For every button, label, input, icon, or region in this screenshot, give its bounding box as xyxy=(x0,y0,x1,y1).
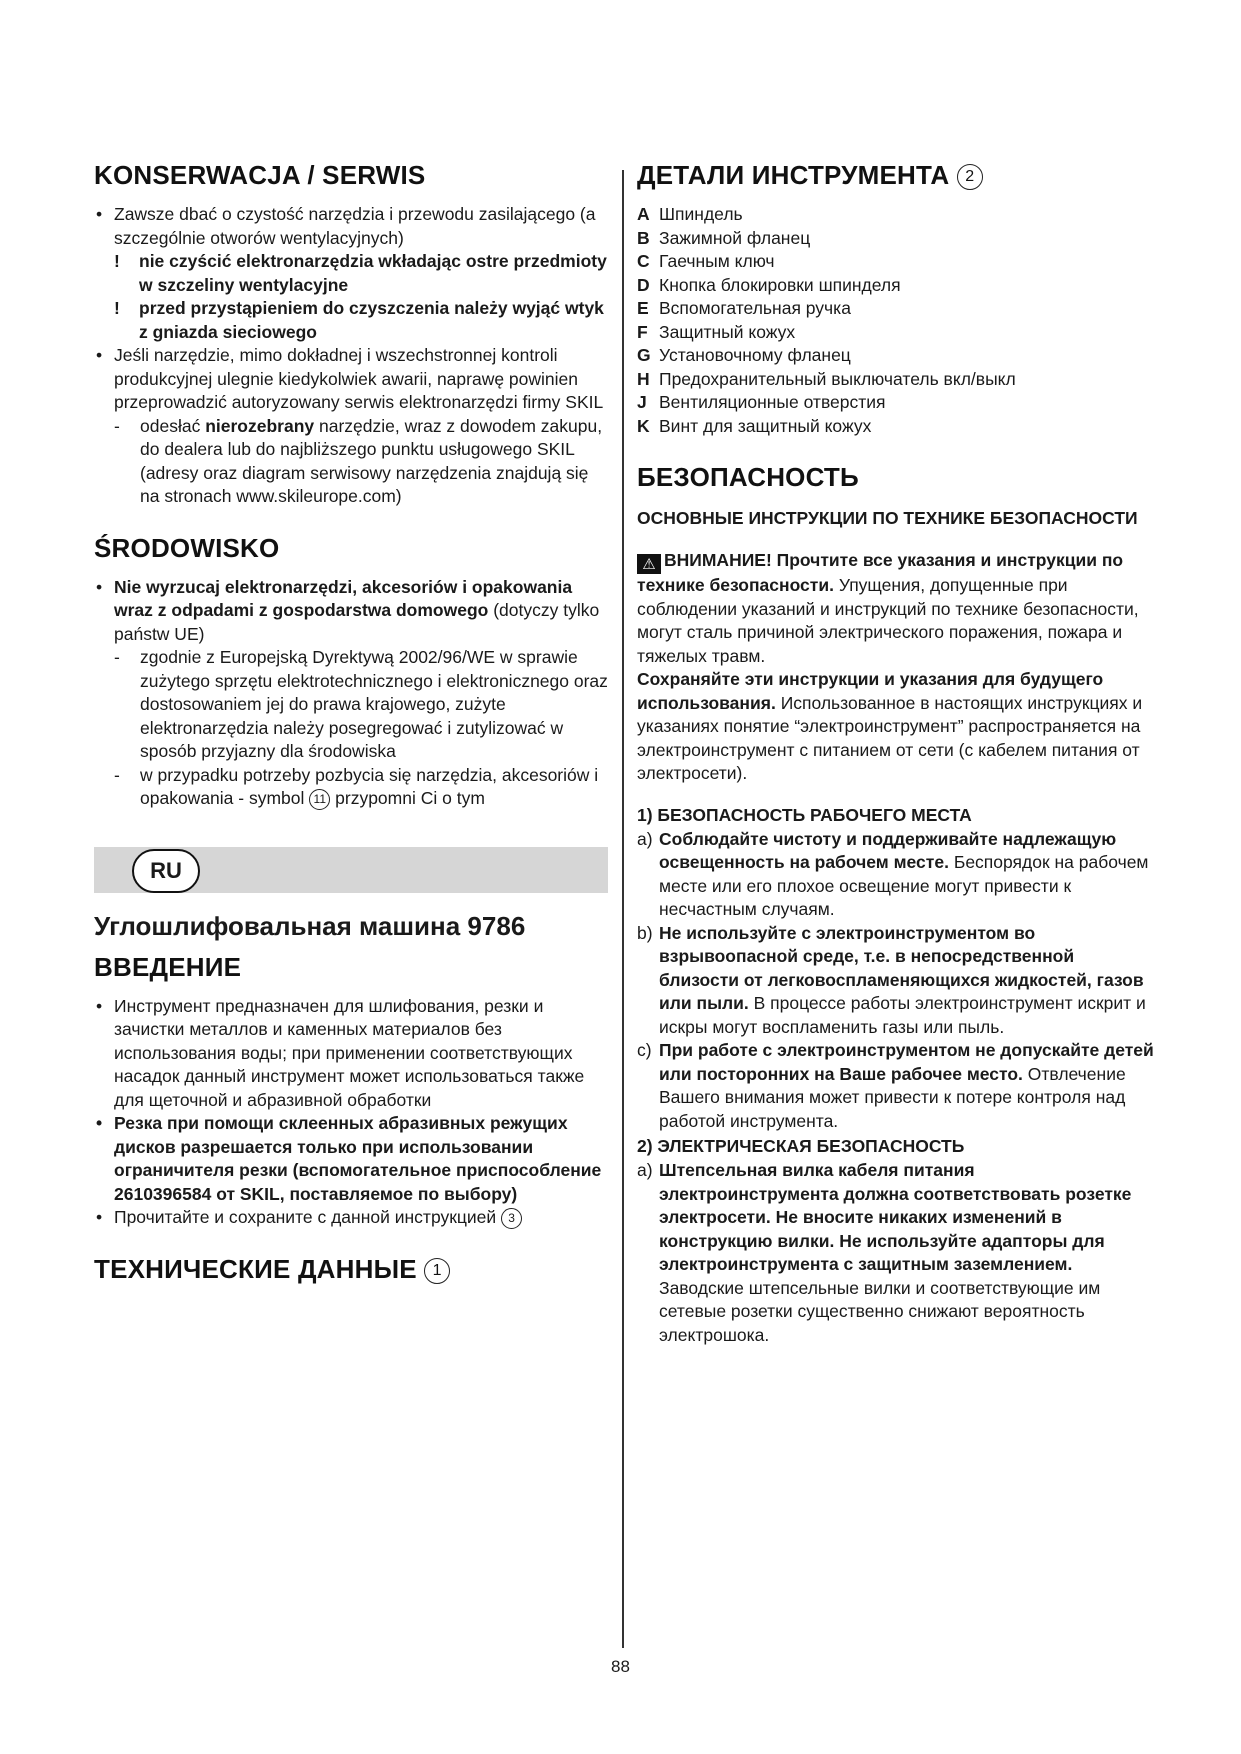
introduction-heading: ВВЕДЕНИЕ xyxy=(94,951,242,982)
work-area-safety-heading: 1) БЕЗОПАСНОСТЬ РАБОЧЕГО МЕСТА xyxy=(637,804,972,825)
list-item: • Резка при помощи склеенных абразивных режущих дисков разрешается только при использовании ограничителя резки (вспомогательное приспособление 2610396584 от SKIL, поставляемое по выбору) xyxy=(94,1112,608,1206)
environment-heading: ŚRODOWISKO xyxy=(94,532,280,563)
warning-paragraph: ⚠ ВНИМАНИЕ! Прочтите все указания и инструкции по технике безопасности. Упущения, допущенные при соблюдении указаний и инструкций по технике безопасности, могут сталь причиной электрического поражения, пожара и тяжелых травм. xyxy=(637,550,1139,666)
list-item: • Zawsze dbać o czystość narzędzia i przewodu zasilającego (a szczególnie otworów wentylacyjnych) ! nie czyścić elektronarzędzia wkładając ostre przedmioty w szczeliny wentylacyjne ! przed przystąpieniem do czyszczenia należy wyjąć wtyk z gniazda sieciowego xyxy=(94,203,608,344)
part-item: G Установочному фланец xyxy=(637,345,851,365)
dash-item: - odesłać nierozebrany narzędzie, wraz z dowodem zakupu, do dealera lub do najbliższego punktu usługowego SKIL (adresy oraz diagram serwisowy narzędzenia znajdują się na stronach www.skileurope.com) xyxy=(114,415,603,506)
maintenance-list xyxy=(94,203,608,509)
part-item: K Винт для защитный кожух xyxy=(637,415,872,436)
environment-list xyxy=(94,576,608,811)
part-item: F Защитный кожух xyxy=(637,321,796,342)
part-item: D Кнопка блокировки шпинделя xyxy=(637,274,901,295)
right-column xyxy=(637,160,1157,1347)
part-item: E Вспомогательная ручка xyxy=(637,298,851,318)
symbol-2-icon: 2 xyxy=(957,164,983,190)
electrical-safety-heading: 2) ЭЛЕКТРИЧЕСКАЯ БЕЗОПАСНОСТЬ xyxy=(637,1136,965,1156)
part-item: J Вентиляционные отверстия xyxy=(637,392,886,412)
list-item: • Прочитайте и сохраните с данной инструкцией 3 xyxy=(94,1206,608,1230)
dash-item: - w przypadku potrzeby pozbycia się narzędzia, akcesoriów i opakowania - symbol 11 przypomni Ci o tym xyxy=(114,764,599,808)
parts-list xyxy=(637,203,1157,438)
general-safety-subheading: ОСНОВНЫЕ ИНСТРУКЦИИ ПО ТЕХНИКЕ БЕЗОПАСНОСТИ xyxy=(637,508,1138,528)
language-badge: RU xyxy=(132,849,200,893)
part-item: H Предохранительный выключатель вкл/выкл xyxy=(637,368,1016,389)
list-item: • Nie wyrzucaj elektronarzędzi, akcesoriów i opakowania wraz z odpadami z gospodarstwa domowego (dotyczy tylko państw UE) - zgodnie z Europejską Dyrektywą 2002/96/WE w sprawie zużytego sprzętu elektrotechnicznego i elektronicznego oraz dostosowaniem jej do prawa krajowego, zużyte elektronarzędzia należy posegregować i zutylizować w sposób przyjazny dla środowiska - w przypadku potrzeby pozbycia się narzędzia, akcesoriów i opakowania - symbol 11 przypomni Ci o tym xyxy=(94,576,608,811)
part-item: C Гаечным ключ xyxy=(637,251,775,271)
column-divider xyxy=(622,170,624,1648)
safety-item: c) При работе с электроинструментом не допускайте детей или посторонних на Ваше рабочее место. Отвлечение Вашего внимания может привести к потере контроля над работой инструмента. xyxy=(637,1040,1154,1131)
safety-item: a) Штепсельная вилка кабеля питания электроинструмента должна соответствовать розетке электросети. Не вносите никаких изменений в конструкцию вилки. Не используйте адапторы для электроинструмента с защитным заземлением. Заводские штепсельные вилки и соответствующие им сетевые розетки существенно снижают вероятность электрошока. xyxy=(637,1160,1132,1345)
product-title: Углошлифовальная машина 9786 xyxy=(94,910,526,941)
introduction-list xyxy=(94,995,608,1230)
maintenance-heading: KONSERWACJA / SERWIS xyxy=(94,160,426,190)
part-item: A Шпиндель xyxy=(637,204,743,224)
safety-item: a) Соблюдайте чистоту и поддерживайте надлежащую освещенность на рабочем месте. Беспорядок на рабочем месте или его плохое освещение могут привести к несчастным случаям. xyxy=(637,828,1149,919)
safety-item: b) Не используйте с электроинструментом во взрывоопасной среде, т.е. в непосредственной близости от легковоспламеняющихся жидкостей, газов или пыли. В процессе работы электроинструмент искрит и искры могут воспламенить газы или пыль. xyxy=(637,922,1146,1037)
language-bar xyxy=(94,847,608,893)
symbol-3-icon: 3 xyxy=(501,1208,522,1229)
safety-heading: БЕЗОПАСНОСТЬ xyxy=(637,462,859,492)
list-item: • Jeśli narzędzie, mimo dokładnej i wszechstronnej kontroli produkcyjnej ulegnie kiedykolwiek awarii, naprawę powinien przeprowadzić autoryzowany serwis elektronarzędzi firmy SKIL - odesłać nierozebrany narzędzie, wraz z dowodem zakupu, do dealera lub do najbliższego punktu usługowego SKIL (adresy oraz diagram serwisowy narzędzenia znajdują się na stronach www.skileurope.com) xyxy=(94,344,608,509)
keep-instructions-paragraph: Сохраняйте эти инструкции и указания для будущего использования. Использованное в настоящих инструкциях и указаниях понятие “электроинструмент” распространяется на электроинструмент с питанием от сети (с кабелем питания от электросети). xyxy=(637,669,1143,783)
warning-note: ! przed przystąpieniem do czyszczenia należy wyjąć wtyk z gniazda sieciowego xyxy=(114,298,604,342)
symbol-1-icon: 1 xyxy=(424,1258,450,1284)
warning-note: ! nie czyścić elektronarzędzia wkładając ostre przedmioty w szczeliny wentylacyjne xyxy=(114,251,607,295)
dash-item: - zgodnie z Europejską Dyrektywą 2002/96/WE w sprawie zużytego sprzętu elektrotechnicznego i elektronicznego oraz dostosowaniem jej do prawa krajowego, zużyte elektronarzędzia należy posegregować i zutylizować w sposób przyjazny dla środowiska xyxy=(114,647,608,761)
warning-triangle-icon: ⚠ xyxy=(637,554,661,574)
tool-parts-heading: ДЕТАЛИ ИНСТРУМЕНТА 2 xyxy=(637,160,1157,191)
tech-data-heading: ТЕХНИЧЕСКИЕ ДАННЫЕ 1 xyxy=(94,1254,608,1285)
part-item: B Зажимной фланец xyxy=(637,227,811,248)
page-number: 88 xyxy=(611,1657,630,1676)
left-column xyxy=(94,160,608,1297)
list-item: • Инструмент предназначен для шлифования, резки и зачистки металлов и каменных материалов без использования воды; при применении соответствующих насадок данный инструмент может использоваться также для щеточной и абразивной обработки xyxy=(94,995,608,1113)
symbol-11-icon: 11 xyxy=(309,789,330,810)
